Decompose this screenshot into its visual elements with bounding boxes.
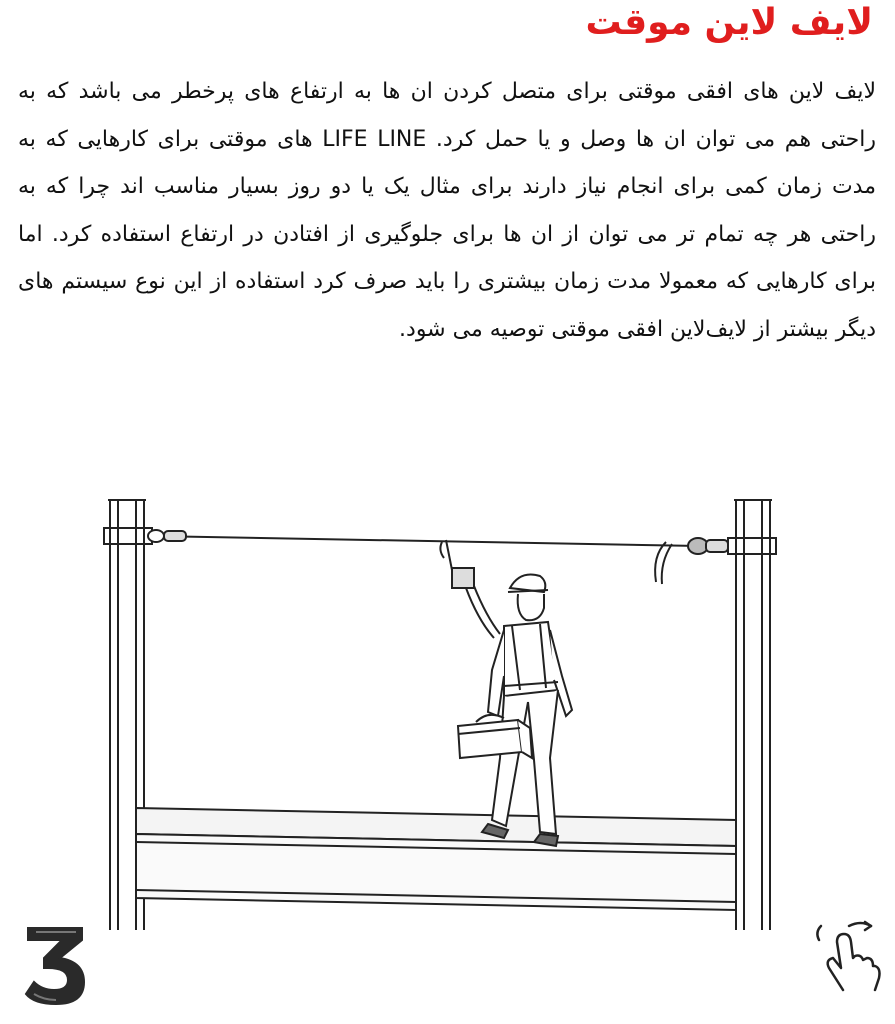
- number-3-icon: [22, 920, 90, 1006]
- body-paragraph: لایف لاین های افقی موقتی برای متصل کردن ان ها به ارتفاع های پرخطر می باشد که به راحتی هم می توان ان ها وصل و یا حمل کرد. LIFE LINE های موقتی برای کارهایی که به مدت زمان کمی برای انجام نیاز دارند برای مثال یک یا دو روز بسیار مناسب اند چرا که به راحتی هر چه تمام تر می توان از ان ها برای جلوگیری از افتادن در ارتفاع استفاده کرد. اما برای کارهایی که معمولا مدت زمان بیشتری را باید صرف کرد استفاده از این نوع سیستم های دیگر بیشتر از لایف‌لاین افقی موقتی توصیه می شود.: [18, 79, 876, 342]
- toolbox: [458, 715, 532, 758]
- i-beam: [136, 808, 736, 910]
- worker-on-lifeline-illustration: [100, 490, 800, 930]
- swipe-hand-icon[interactable]: [813, 918, 883, 996]
- lifeline-cable: [148, 530, 728, 584]
- lanyard: [440, 540, 500, 638]
- page-title: لایف لاین موقت: [585, 2, 873, 43]
- worker-figure: [482, 575, 572, 847]
